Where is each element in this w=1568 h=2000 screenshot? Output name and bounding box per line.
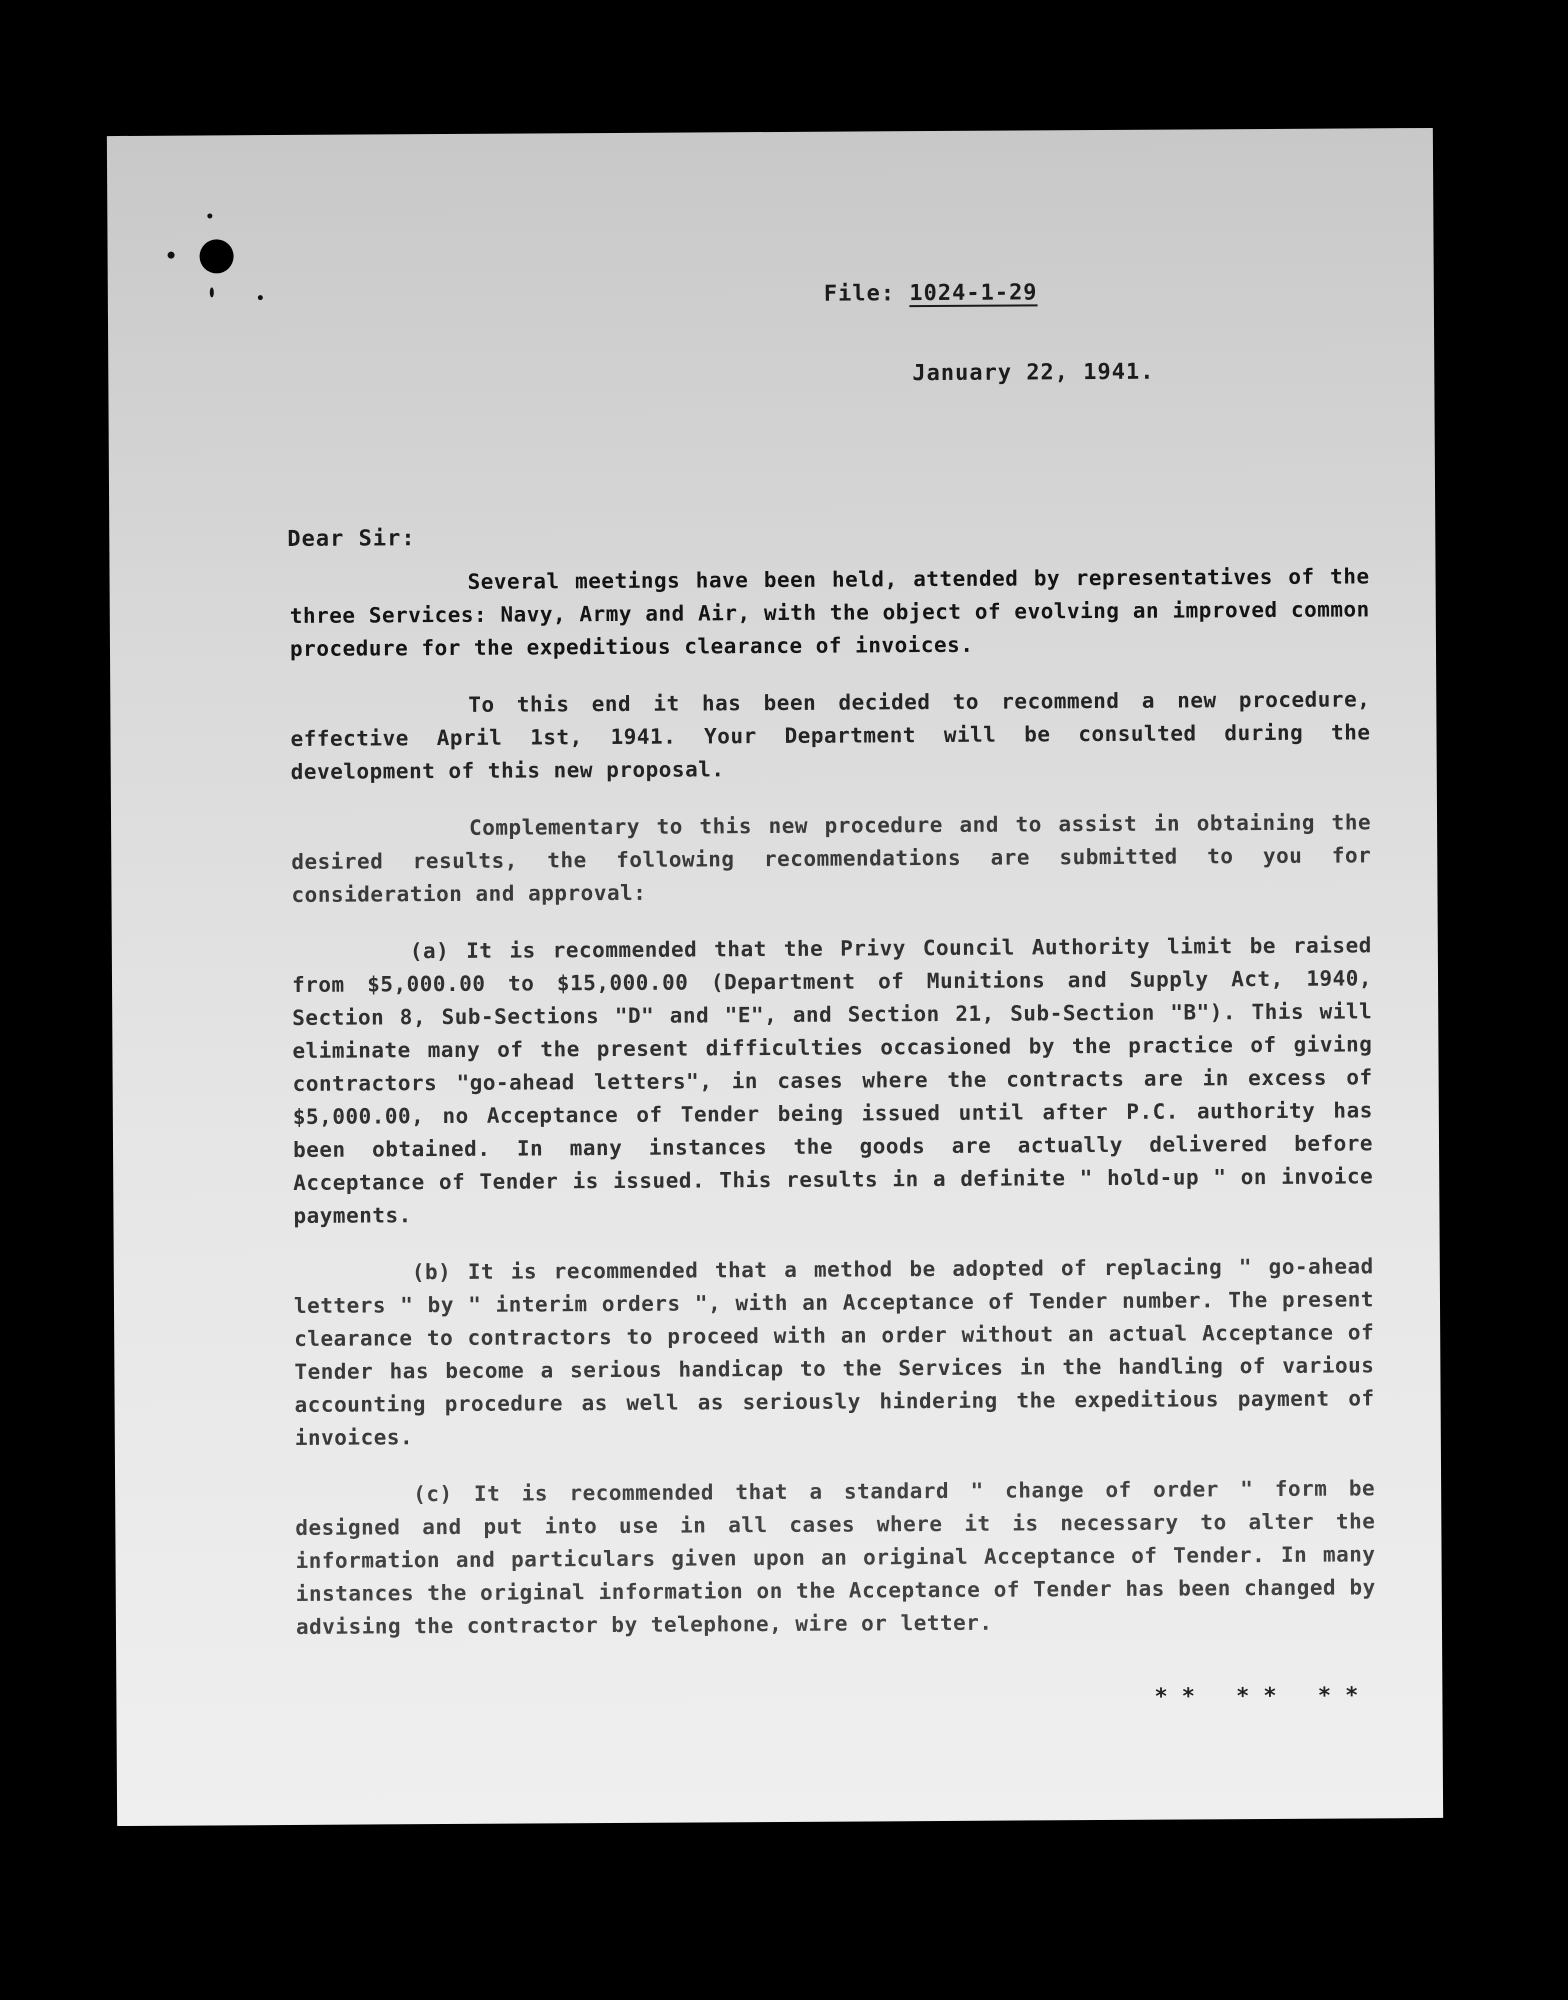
file-reference xyxy=(824,280,1038,306)
letter-page xyxy=(107,128,1443,1826)
letter-date: January 22, 1941. xyxy=(912,359,1155,387)
paragraph-meetings: Several meetings have been held, attended by representatives of the three Services: Navy, Army and Air, with the object of evolving an improved common procedure for the expeditious clearance of invoices. xyxy=(289,564,1370,661)
continuation-mark: ** ** ** xyxy=(1154,1683,1373,1710)
speck-mark xyxy=(168,252,175,259)
paragraph-recommendation-a: (a) It is recommended that the Privy Council Authority limit be raised from $5,000.00 to $15,000.00 (Department of Munitions and Supply Act, 1940, Section 8, Sub-Sections "D" and "E", and Section 21, Sub-Section "B"). This will eliminate many of the present difficulties occasioned by the practice of giving contractors "go-ahead letters", in cases where the contracts are in excess of $5,000.00, no Acceptance of Tender being issued until after P.C. authority has been obtained. In many instances the goods are actually delivered before Acceptance of Tender is issued. This results in a definite " hold-up " on invoice payments. xyxy=(291,933,1374,1228)
speck-mark xyxy=(258,295,263,300)
paragraph-recommendations-intro: Complementary to this new procedure and to assist in obtaining the desired results, the following recommendations are submitted to you for consideration and approval: xyxy=(291,810,1372,907)
salutation: Dear Sir: xyxy=(287,526,416,552)
file-number: 1024-1-29 xyxy=(909,280,1038,307)
paragraph-recommendation-c: (c) It is recommended that a standard " change of order " form be designed and put into use in all cases where it is necessary to alter the information and particulars given upon an original Acceptance of Tender. In many instances the original information on the Acceptance of Tender has been changed by advising the contractor by telephone, wire or letter. xyxy=(295,1476,1376,1639)
letter-body xyxy=(289,560,1376,1668)
punch-hole xyxy=(199,239,233,273)
paragraph-new-procedure: To this end it has been decided to recommend a new procedure, effective April 1st, 1941. Your Department will be consulted during the development of this new proposal. xyxy=(290,687,1371,784)
paragraph-recommendation-b: (b) It is recommended that a method be adopted of replacing " go-ahead letters " by " interim orders ", with an Acceptance of Tender number. The present clearance to contractors to proceed with an order without an actual Acceptance of Tender has become a serious handicap to the Services in the handling of various accounting procedure as well as seriously hindering the expeditious payment of invoices. xyxy=(293,1254,1375,1450)
speck-mark xyxy=(210,287,214,297)
file-label: File: xyxy=(823,281,896,307)
speck-mark xyxy=(207,213,212,218)
